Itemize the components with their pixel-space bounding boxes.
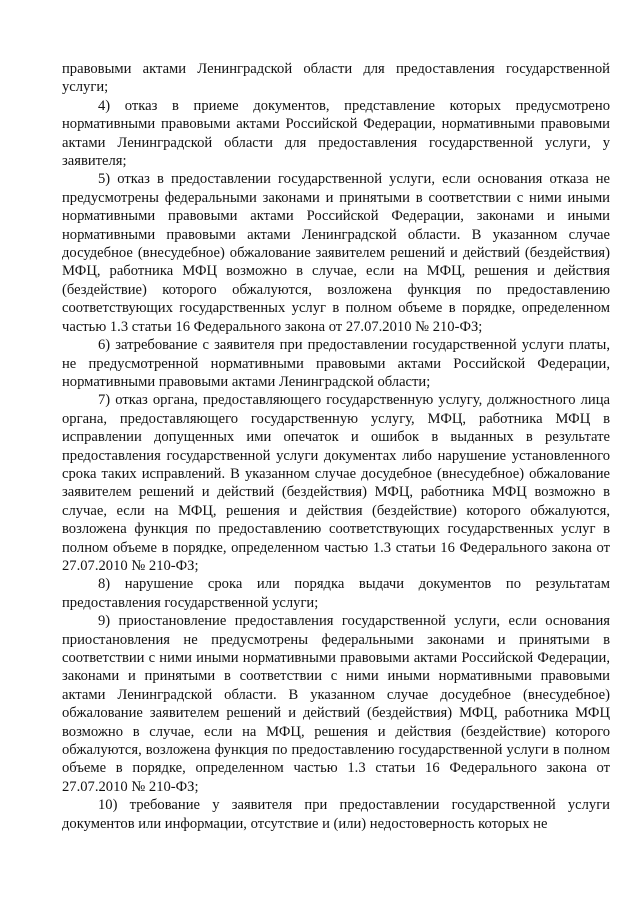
paragraph-item-4: 4) отказ в приеме документов, представление которых предусмотрено нормативными правовыми актами Российской Федерации, нормативными правовыми актами Ленинградской области для предоставления государственной услуги, у заявителя;: [62, 97, 610, 170]
paragraph-continuation: правовыми актами Ленинградской области для предоставления государственной услуги;: [62, 61, 610, 96]
paragraph-item-9: 9) приостановление предоставления государственной услуги, если основания приостановления не предусмотрены федеральными законами и принятыми в соответствии с ними иными нормативными правовыми актами Российской Федерации, законами и принятыми в соответствии с ними иными нормативными правовыми актами Ленинградской области. В указанном случае досудебное (внесудебное) обжалование заявителем решений и действий (бездействия) МФЦ, работника МФЦ возможно в случае, если на МФЦ, решения и действия (бездействие) которого обжалуются, возложена функция по предоставлению государственной услуги в полном объеме в порядке, определенном частью 1.3 статьи 16 Федерального закона от 27.07.2010 № 210-ФЗ;: [62, 613, 610, 795]
paragraph-item-10: 10) требование у заявителя при предоставлении государственной услуги документов или информации, отсутствие и (или) недостоверность которых не: [62, 797, 610, 832]
paragraph-item-8: 8) нарушение срока или порядка выдачи документов по результатам предоставления государственной услуги;: [62, 576, 610, 611]
paragraph-item-6: 6) затребование с заявителя при предоставлении государственной услуги платы, не предусмотренной нормативными правовыми актами Российской Федерации, нормативными правовыми актами Ленинградской области;: [62, 337, 610, 390]
document-page: [62, 60, 610, 833]
paragraph-item-7: 7) отказ органа, предоставляющего государственную услугу, должностного лица органа, предоставляющего государственную услугу, МФЦ, работника МФЦ в исправлении допущенных ими опечаток и ошибок в выданных в результате предоставления государственной услуги документах либо нарушение установленного срока таких исправлений. В указанном случае досудебное (внесудебное) обжалование заявителем решений и действий (бездействия) МФЦ, работника МФЦ возможно в случае, если на МФЦ, решения и действия (бездействие) которого обжалуются, возложена функция по предоставлению соответствующих государственных услуг в полном объеме в порядке, определенном частью 1.3 статьи 16 Федерального закона от 27.07.2010 № 210-ФЗ;: [62, 392, 610, 574]
paragraph-item-5: 5) отказ в предоставлении государственной услуги, если основания отказа не предусмотрены федеральными законами и принятыми в соответствии с ними иными нормативными правовыми актами Российской Федерации, законами и иными нормативными правовыми актами Ленинградской области. В указанном случае досудебное (внесудебное) обжалование заявителем решений и действий (бездействия) МФЦ, работника МФЦ возможно в случае, если на МФЦ, решения и действия (бездействие) которого обжалуются, возложена функция по предоставлению соответствующих государственных услуг в полном объеме в порядке, определенном частью 1.3 статьи 16 Федерального закона от 27.07.2010 № 210-ФЗ;: [62, 171, 610, 335]
